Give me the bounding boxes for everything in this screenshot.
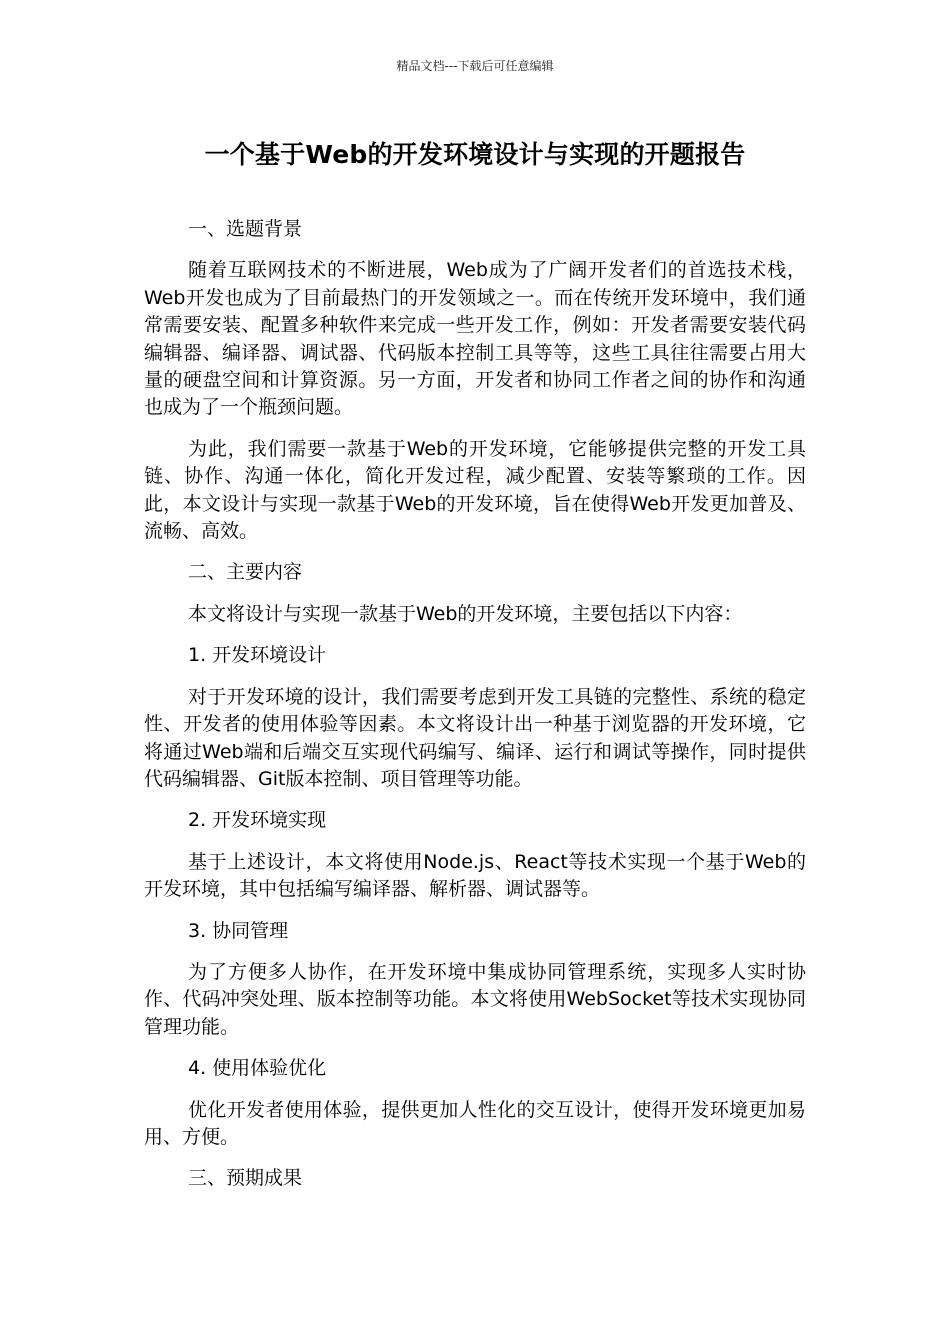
- subheading-environment-implementation: 2. 开发环境实现: [188, 809, 327, 832]
- document-body: [144, 216, 806, 1207]
- paragraph-collaboration-management: 为了方便多人协作，在开发环境中集成协同管理系统，实现多人实时协作、代码冲突处理、版本控制等功能。本文将使用WebSocket等技术实现协同管理功能。: [144, 960, 806, 1038]
- subheading-collaboration-management: 3. 协同管理: [188, 919, 289, 942]
- paragraph-environment-implementation: 基于上述设计，本文将使用Node.js、React等技术实现一个基于Web的开发环境，其中包括编写编译器、解析器、调试器等。: [144, 850, 806, 901]
- subheading-experience-optimization: 4. 使用体验优化: [188, 1057, 327, 1080]
- section-heading-background: 一、选题背景: [188, 218, 303, 240]
- paragraph-background-2: 为此，我们需要一款基于Web的开发环境，它能够提供完整的开发工具链、协作、沟通一体化，简化开发过程，减少配置、安装等繁琐的工作。因此，本文设计与实现一款基于Web的开发环境，旨在使得Web开发更加普及、流畅、高效。: [144, 437, 806, 543]
- subheading-environment-design: 1. 开发环境设计: [188, 644, 327, 667]
- document-title: 一个基于Web的开发环境设计与实现的开题报告: [204, 140, 746, 169]
- paragraph-main-content-intro: 本文将设计与实现一款基于Web的开发环境，主要包括以下内容：: [188, 602, 743, 625]
- paragraph-environment-design: 对于开发环境的设计，我们需要考虑到开发工具链的完整性、系统的稳定性、开发者的使用体验等因素。本文将设计出一种基于浏览器的开发环境，它将通过Web端和后端交互实现代码编写、编译、运行和调试等操作，同时提供代码编辑器、Git版本控制、项目管理等功能。: [144, 685, 806, 790]
- section-heading-main-content: 二、主要内容: [188, 561, 303, 584]
- paragraph-background-1: 随着互联网技术的不断进展，Web成为了广阔开发者们的首选技术栈，Web开发也成为了目前最热门的开发领域之一。而在传统开发环境中，我们通常需要安装、配置多种软件来完成一些开发工作，例如：开发者需要安装代码编辑器、编译器、调试器、代码版本控制工具等等，这些工具往往需要占用大量的硬盘空间和计算资源。另一方面，开发者和协同工作者之间的协作和沟通也成为了一个瓶颈问题。: [144, 259, 806, 419]
- section-heading-expected-results: 三、预期成果: [188, 1167, 303, 1190]
- page-header: 精品文档---下载后可任意编辑: [396, 59, 554, 73]
- paragraph-experience-optimization: 优化开发者使用体验，提供更加人性化的交互设计，使得开发环境更加易用、方便。: [144, 1098, 806, 1148]
